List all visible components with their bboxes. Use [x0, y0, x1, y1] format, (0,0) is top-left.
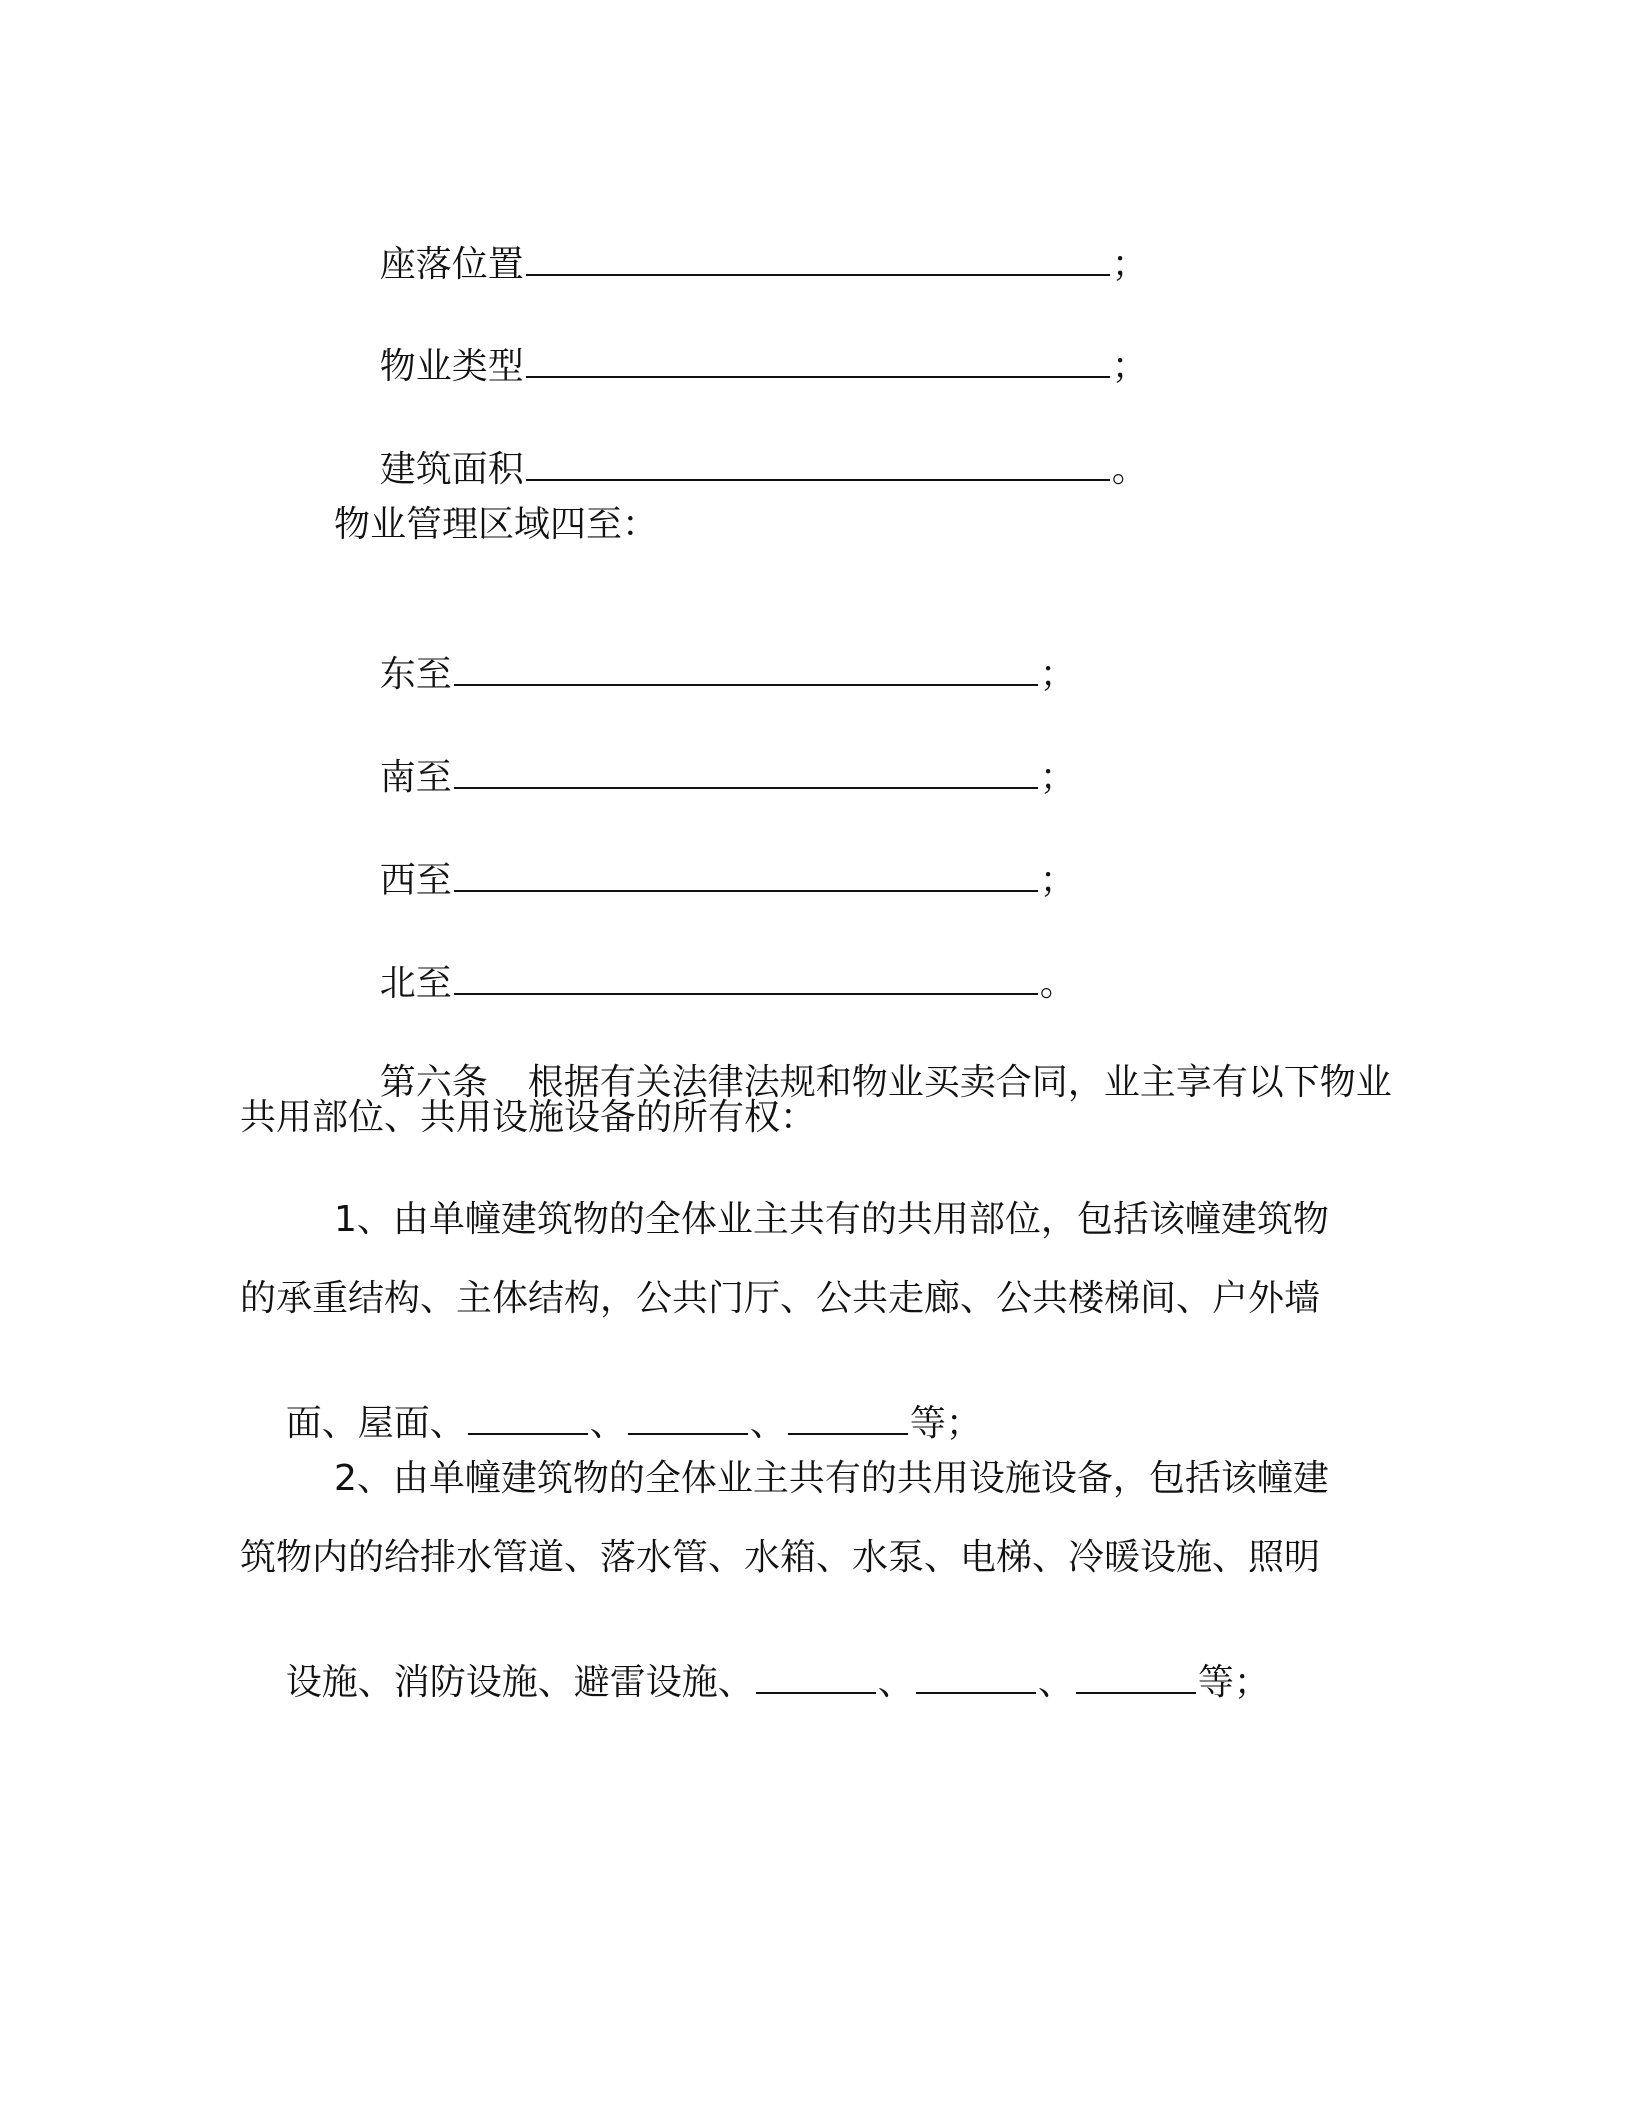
- field-label: 座落位置: [379, 244, 524, 285]
- field-end: 。: [1111, 449, 1148, 490]
- item-end: 等；: [909, 1403, 982, 1444]
- item-text: 设施、消防设施、避雷设施、: [285, 1662, 754, 1703]
- item-end: 等；: [1197, 1662, 1270, 1703]
- separator: 、: [877, 1662, 914, 1703]
- fill-blank: [1076, 1658, 1196, 1694]
- fill-blank: [526, 240, 1110, 276]
- boundary-end: ；: [1039, 860, 1076, 901]
- boundary-label: 东至: [379, 654, 452, 695]
- fill-blank: [468, 1399, 588, 1435]
- field-label: 物业类型: [379, 346, 524, 387]
- fill-blank: [628, 1399, 748, 1435]
- field-label: 建筑面积: [379, 449, 524, 490]
- article-number: 第六条: [379, 1062, 488, 1103]
- boundary-end: ；: [1039, 654, 1076, 695]
- fill-blank: [756, 1658, 876, 1694]
- field-end: ；: [1111, 346, 1148, 387]
- boundary-label: 南至: [379, 757, 452, 798]
- boundary-label: 北至: [379, 963, 452, 1004]
- article-text: 根据有关法律法规和物业买卖合同，业主享有以下物业: [527, 1062, 1392, 1103]
- separator: 、: [749, 1403, 786, 1444]
- boundary-end: ；: [1039, 757, 1076, 798]
- separator: 、: [589, 1403, 626, 1444]
- fill-blank: [454, 856, 1038, 892]
- separator: 、: [1037, 1662, 1074, 1703]
- boundary-end: 。: [1039, 963, 1076, 1004]
- fill-blank: [916, 1658, 1036, 1694]
- boundary-title: 物业管理区域四至：: [334, 504, 659, 545]
- item-1-line-1: 1、由单幢建筑物的全体业主共有的共用部位，包括该幢建筑物: [334, 1199, 1329, 1240]
- field-end: ；: [1111, 244, 1148, 285]
- item-1-line-2: 的承重结构、主体结构，公共门厅、公共走廊、公共楼梯间、户外墙: [240, 1278, 1321, 1319]
- item-text: 面、屋面、: [285, 1403, 466, 1444]
- item-2-line-1: 2、由单幢建筑物的全体业主共有的共用设施设备，包括该幢建: [334, 1458, 1329, 1499]
- fill-blank: [454, 959, 1038, 995]
- fill-blank: [526, 342, 1110, 378]
- article-6-line-2: 共用部位、共用设施设备的所有权：: [240, 1097, 817, 1138]
- fill-blank: [526, 445, 1110, 481]
- item-2-line-2: 筑物内的给排水管道、落水管、水箱、水泵、电梯、冷暖设施、照明: [240, 1537, 1321, 1578]
- fill-blank: [454, 650, 1038, 686]
- fill-blank: [788, 1399, 908, 1435]
- fill-blank: [454, 753, 1038, 789]
- item-2-line-3: [240, 1614, 1270, 1749]
- boundary-label: 西至: [379, 860, 452, 901]
